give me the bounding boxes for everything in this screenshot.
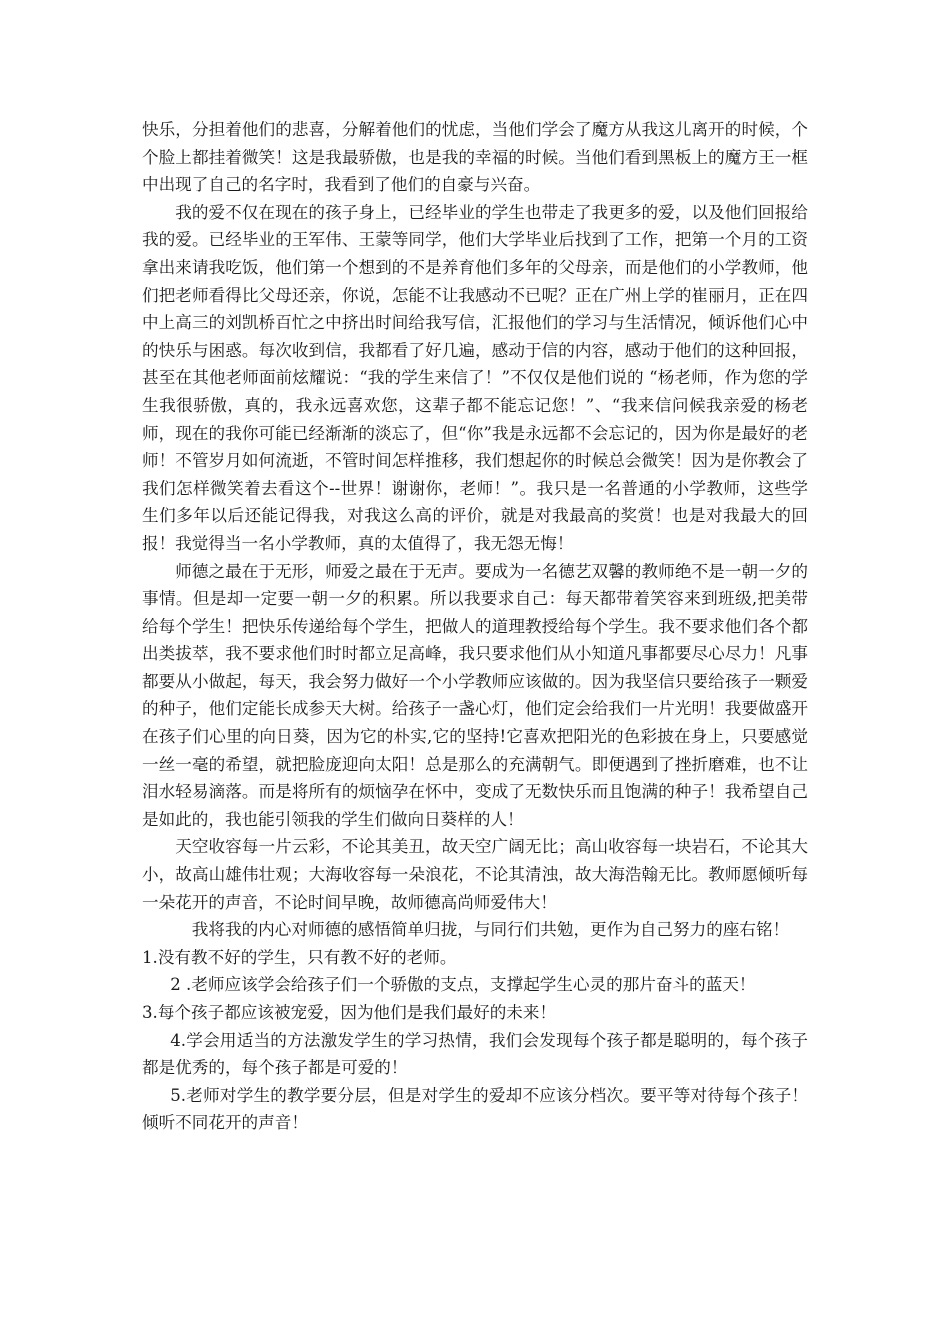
list-item: 5.老师对学生的教学要分层，但是对学生的爱却不应该分档次。要平等对待每个孩子！倾听不同花开的声音！ xyxy=(142,1085,808,1133)
paragraph-love-for-students: 我的爱不仅在现在的孩子身上，已经毕业的学生也带走了我更多的爱，以及他们回报给我的爱。已经毕业的王军伟、王蒙等同学，他们大学毕业后找到了工作，把第一个月的工资拿出来请我吃饭，他们第一个想到的不是养育他们多年的父母亲，而是他们的小学教师，他们把老师看得比父母还亲，你说，怎能不让我感动不已呢？正在广州上学的崔丽月，正在四中上高三的刘凯桥百忙之中挤出时间给我写信，汇报他们的学习与生活情况，倾诉他们心中的快乐与困惑。每次收到信，我都看了好几遍，感动于信的内容，感动于他们的这种回报，甚至在其他老师面前炫耀说：“我的学生来信了！”不仅仅是他们说的 “杨老师，作为您的学生我很骄傲，真的，我永远喜欢您，这辈子都不能忘记您！”、“我来信问候我亲爱的杨老师，现在的我你可能已经渐渐的淡忘了，但“你”我是永远都不会忘记的，因为你是最好的老师！不管岁月如何流逝，不管时间怎样推移，我们想起你的时候总会微笑！因为是你教会了我们怎样微笑着去看这个--世界！谢谢你，老师！”。我只是一名普通的小学教师，这些学生们多年以后还能记得我，对我这么高的评价，就是对我最高的奖赏！也是对我最大的回报！我觉得当一名小学教师，真的太值得了，我无怨无悔！ xyxy=(142,202,808,553)
paragraph-teacher-ethics: 师德之最在于无形，师爱之最在于无声。要成为一名德艺双馨的教师绝不是一朝一夕的事情。但是却一定要一朝一夕的积累。所以我要求自己：每天都带着笑容来到班级,把美带给每个学生！把快乐传递给每个学生，把做人的道理教授给每个学生。我不要求他们各个都出类拔萃，我不要求他们时时都立足高峰，我只要求他们从小知道凡事都要尽心尽力！凡事都要从小做起，每天，我会努力做好一个小学教师应该做的。因为我坚信只要给孩子一颗爱的种子，他们定能长成参天大树。给孩子一盏心灯，他们定会给我们一片光明！我要做盛开在孩子们心里的向日葵，因为它的朴实,它的坚持!它喜欢把阳光的色彩披在身上，只要感觉一丝一毫的希望，就把脸庞迎向太阳！总是那么的充满朝气。即便遇到了挫折磨难，也不让泪水轻易滴落。而是将所有的烦恼孕在怀中，变成了无数快乐而且饱满的种子！我希望自己是如此的，我也能引领我的学生们做向日葵样的人！ xyxy=(142,561,808,829)
paragraph-motto-intro: 我将我的内心对师德的感悟简单归拢，与同行们共勉，更作为自己努力的座右铭！ xyxy=(191,920,790,940)
list-item: 1.没有教不好的学生，只有教不好的老师。 xyxy=(142,947,457,967)
paragraph-continuation: 快乐，分担着他们的悲喜，分解着他们的忧虑，当他们学会了魔方从我这儿离开的时候，个个脸上都挂着微笑！这是我最骄傲，也是我的幸福的时候。当他们看到黑板上的魔方王一框中出现了自己的名字时，我看到了他们的自豪与兴奋。 xyxy=(142,120,808,195)
paragraph-sky-mountain-sea: 天空收容每一片云彩，不论其美丑，故天空广阔无比；高山收容每一块岩石，不论其大小，故高山雄伟壮观；大海收容每一朵浪花，不论其清浊，故大海浩翰无比。教师愿倾听每一朵花开的声音，不论时间早晚，故师德高尚师爱伟大！ xyxy=(142,837,808,912)
list-item: 2 .老师应该学会给孩子们一个骄傲的支点，支撑起学生心灵的那片奋斗的蓝天！ xyxy=(170,975,756,995)
document-body xyxy=(142,116,808,1137)
list-item: 4.学会用适当的方法激发学生的学习热情，我们会发现每个孩子都是聪明的，每个孩子都是优秀的，每个孩子都是可爱的！ xyxy=(142,1030,808,1078)
list-item: 3.每个孩子都应该被宠爱，因为他们是我们最好的未来！ xyxy=(142,1003,557,1022)
